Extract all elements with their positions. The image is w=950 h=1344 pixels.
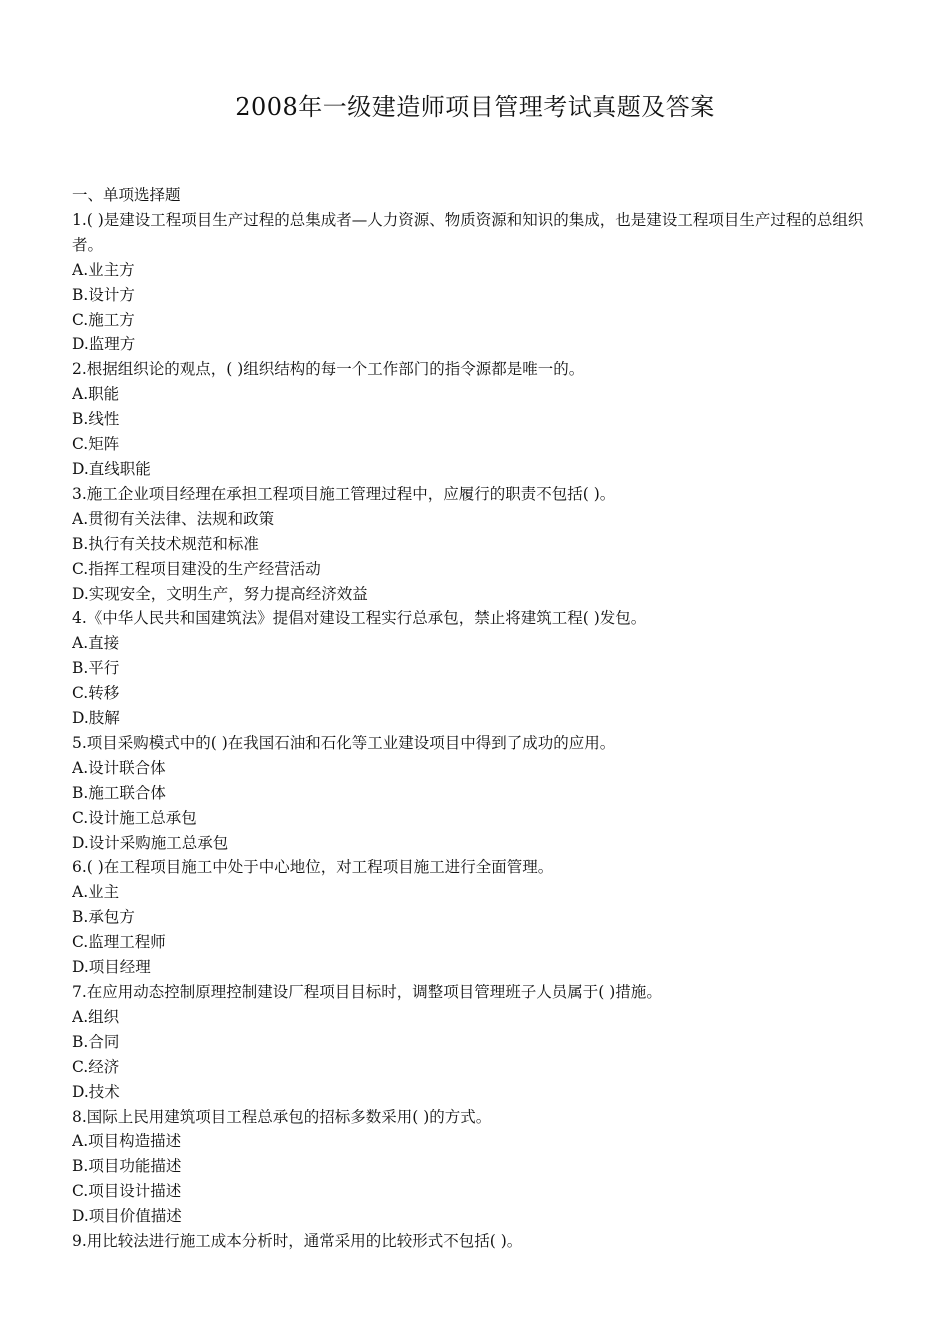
option-c: C.项目设计描述 (72, 1182, 182, 1201)
option-d: D.项目价值描述 (72, 1207, 182, 1226)
option-a: A.组织 (72, 1007, 120, 1026)
document-body (72, 183, 882, 1254)
option-c: C.经济 (72, 1057, 120, 1076)
question-stem: 6.( )在工程项目施工中处于中心地位，对工程项目施工进行全面管理。 (72, 858, 554, 877)
question-1 (72, 208, 882, 357)
question-9 (72, 1229, 882, 1254)
option-c: C.矩阵 (72, 435, 120, 454)
question-stem: 2.根据组织论的观点，( )组织结构的每一个工作部门的指令源都是唯一的。 (72, 360, 585, 379)
option-a: A.项目构造描述 (72, 1132, 182, 1151)
question-stem: 8.国际上民用建筑项目工程总承包的招标多数采用( )的方式。 (72, 1107, 492, 1126)
question-8 (72, 1105, 882, 1230)
question-5 (72, 731, 882, 856)
option-a: A.直接 (72, 634, 120, 653)
page-title: 2008年一级建造师项目管理考试真题及答案 (235, 93, 715, 121)
option-d: D.直线职能 (72, 459, 151, 478)
option-d: D.实现安全，文明生产，努力提高经济效益 (72, 584, 368, 603)
option-c: C.指挥工程项目建没的生产经营活动 (72, 559, 321, 578)
option-b: B.设计方 (72, 285, 135, 304)
question-2 (72, 357, 882, 482)
question-stem: 3.施工企业项目经理在承担工程项目施工管理过程中，应履行的职责不包括( )。 (72, 484, 616, 503)
question-stem: 5.项目采购模式中的( )在我国石油和石化等工业建设项目中得到了成功的应用。 (72, 733, 616, 752)
option-b: B.合同 (72, 1032, 120, 1051)
option-b: B.执行有关技术规范和标准 (72, 534, 259, 553)
option-c: C.施工方 (72, 310, 135, 329)
question-stem: 9.用比较法进行施工成本分析时，通常采用的比较形式不包括( )。 (72, 1232, 523, 1251)
option-b: B.承包方 (72, 908, 135, 927)
option-b: B.施工联合体 (72, 783, 166, 802)
option-b: B.线性 (72, 410, 120, 429)
question-4 (72, 606, 882, 731)
option-a: A.业主 (72, 883, 120, 902)
question-stem: 7.在应用动态控制原理控制建设厂程项目目标时，调整项目管理班子人员属于( )措施。 (72, 983, 662, 1001)
option-a: A.贯彻有关法律、法规和政策 (72, 509, 275, 528)
option-d: D.技术 (72, 1082, 120, 1101)
option-d: D.设计采购施工总承包 (72, 833, 229, 852)
question-stem: 1.( )是建设工程项目生产过程的总集成者—人力资源、物质资源和知识的集成，也是建设工程项目生产过程的总组织者。 (72, 210, 864, 254)
option-a: A.业主方 (72, 260, 135, 279)
option-c: C.设计施工总承包 (72, 808, 197, 827)
option-a: A.职能 (72, 385, 120, 404)
option-c: C.转移 (72, 684, 120, 703)
question-3 (72, 482, 882, 607)
option-b: B.项目功能描述 (72, 1157, 182, 1176)
option-d: D.肢解 (72, 709, 120, 728)
option-d: D.监理方 (72, 335, 136, 354)
question-7 (72, 980, 882, 1105)
option-a: A.设计联合体 (72, 758, 166, 777)
option-c: C.监理工程师 (72, 933, 166, 952)
question-6 (72, 855, 882, 980)
question-stem: 4.《中华人民共和国建筑法》提倡对建设工程实行总承包，禁止将建筑工程( )发包。 (72, 609, 647, 628)
section-heading: 一、单项选择题 (72, 186, 181, 204)
option-b: B.平行 (72, 659, 120, 678)
option-d: D.项目经理 (72, 958, 151, 977)
